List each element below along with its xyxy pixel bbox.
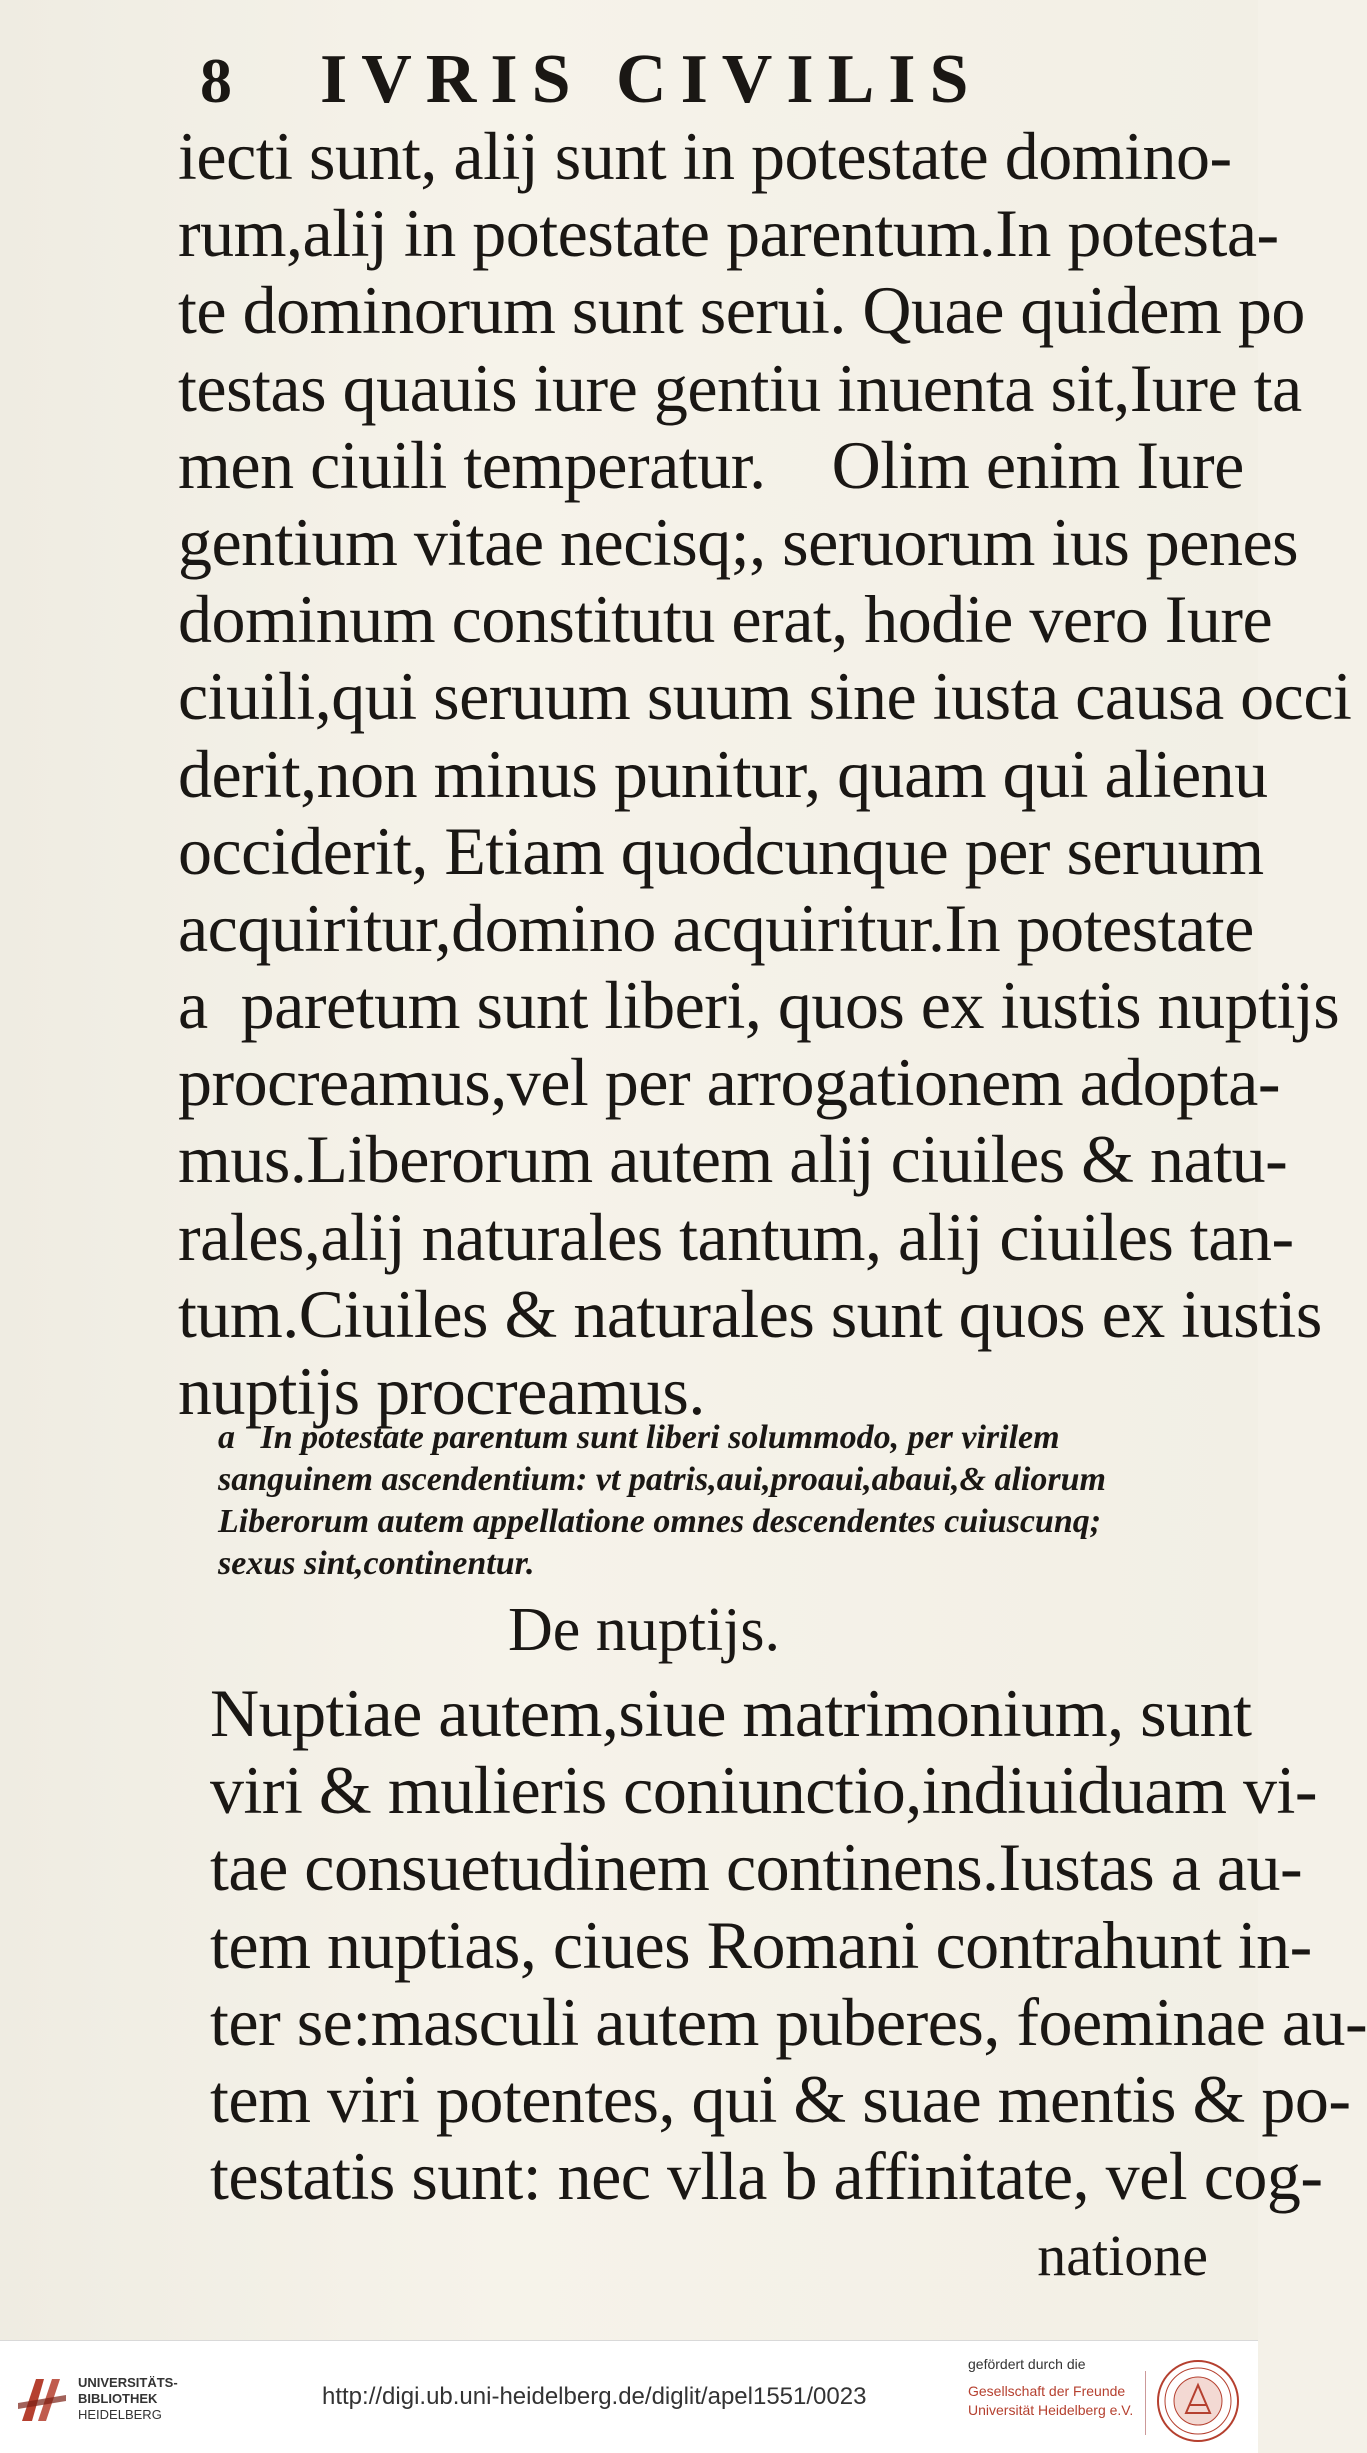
text-line: occiderit, Etiam quodcunque per seruum [178, 812, 1264, 889]
running-head: IVRIS CIVILIS [320, 41, 983, 118]
text-line: derit,non minus punitur, quam qui alienu [178, 735, 1268, 812]
sponsor-lead: gefördert durch die [968, 2356, 1086, 2372]
text-line: nuptijs procreamus. [178, 1353, 705, 1429]
digitization-footer [0, 2340, 1258, 2453]
sponsor-org-line: Universität Heidelberg e.V. [968, 2402, 1134, 2418]
text-line: tae consuetudinem continens.Iustas a au- [210, 1829, 1303, 1906]
note-line: a In potestate parentum sunt liberi solummodo, per virilem [218, 1419, 1060, 1456]
library-name-line: BIBLIOTHEK [78, 2391, 158, 2406]
library-logo-icon[interactable] [14, 2369, 70, 2429]
text-line: a paretum sunt liberi, quos ex iustis nuptijs [178, 967, 1340, 1044]
text-line: ciuili,qui seruum suum sine iusta causa occi [178, 658, 1352, 735]
text-line: rum,alij in potestate parentum.In potesta- [178, 195, 1279, 272]
university-seal-icon [1156, 2359, 1240, 2443]
page-number: 8 [200, 45, 232, 116]
permalink-url[interactable]: http://digi.ub.uni-heidelberg.de/diglit/apel1551/0023 [322, 2383, 867, 2410]
text-line: rales,alij naturales tantum, alij ciuiles tan- [178, 1198, 1294, 1275]
text-line: men ciuili temperatur. Olim enim Iure [178, 426, 1244, 503]
text-line: procreamus,vel per arrogationem adopta- [178, 1044, 1281, 1121]
text-line: acquiritur,domino acquiritur.In potestate [178, 889, 1254, 966]
text-line: tum.Ciuiles & naturales sunt quos ex iustis [178, 1275, 1322, 1352]
section-text [210, 1675, 1367, 2215]
note-line: sanguinem ascendentium: vt patris,aui,proaui,abaui,& aliorum [218, 1461, 1106, 1498]
catchword: natione [1037, 2223, 1208, 2288]
text-line: iecti sunt, alij sunt in potestate domino- [178, 118, 1232, 194]
text-line: mus.Liberorum autem alij ciuiles & natu- [178, 1121, 1288, 1198]
text-line: testas quauis iure gentiu inuenta sit,Iure ta [178, 349, 1302, 426]
text-line: tem nuptias, ciues Romani contrahunt in- [210, 1906, 1312, 1983]
library-name-line: UNIVERSITÄTS- [78, 2375, 178, 2390]
note-line: sexus sint,continentur. [218, 1545, 535, 1582]
text-line: gentium vitae necisq;, seruorum ius penes [178, 503, 1299, 580]
text-line: te dominorum sunt serui. Quae quidem po [178, 272, 1305, 349]
library-name-line: HEIDELBERG [78, 2407, 162, 2422]
section-heading: De nuptijs. [507, 1596, 781, 1664]
text-line: dominum constitutu erat, hodie vero Iure [178, 581, 1273, 658]
text-line: testatis sunt: nec vlla b affinitate, vel cog- [210, 2138, 1323, 2215]
sponsor-org-line: Gesellschaft der Freunde [968, 2383, 1126, 2399]
text-line: Nuptiae autem,siue matrimonium, sunt [210, 1675, 1252, 1751]
main-text [178, 118, 1352, 1430]
note-line: Liberorum autem appellatione omnes descendentes cuiuscunq; [218, 1503, 1102, 1540]
library-name [78, 2375, 178, 2423]
page-header [200, 40, 1200, 118]
text-line: ter se:masculi autem puberes, foeminae au- [210, 1983, 1367, 2060]
sponsor-divider [1145, 2371, 1146, 2435]
marginal-notes [218, 1417, 1238, 1585]
text-line: tem viri potentes, qui & suae mentis & po- [210, 2060, 1351, 2137]
text-line: viri & mulieris coniunctio,indiuiduam vi- [210, 1752, 1318, 1829]
sponsor-credit [968, 2355, 1138, 2420]
